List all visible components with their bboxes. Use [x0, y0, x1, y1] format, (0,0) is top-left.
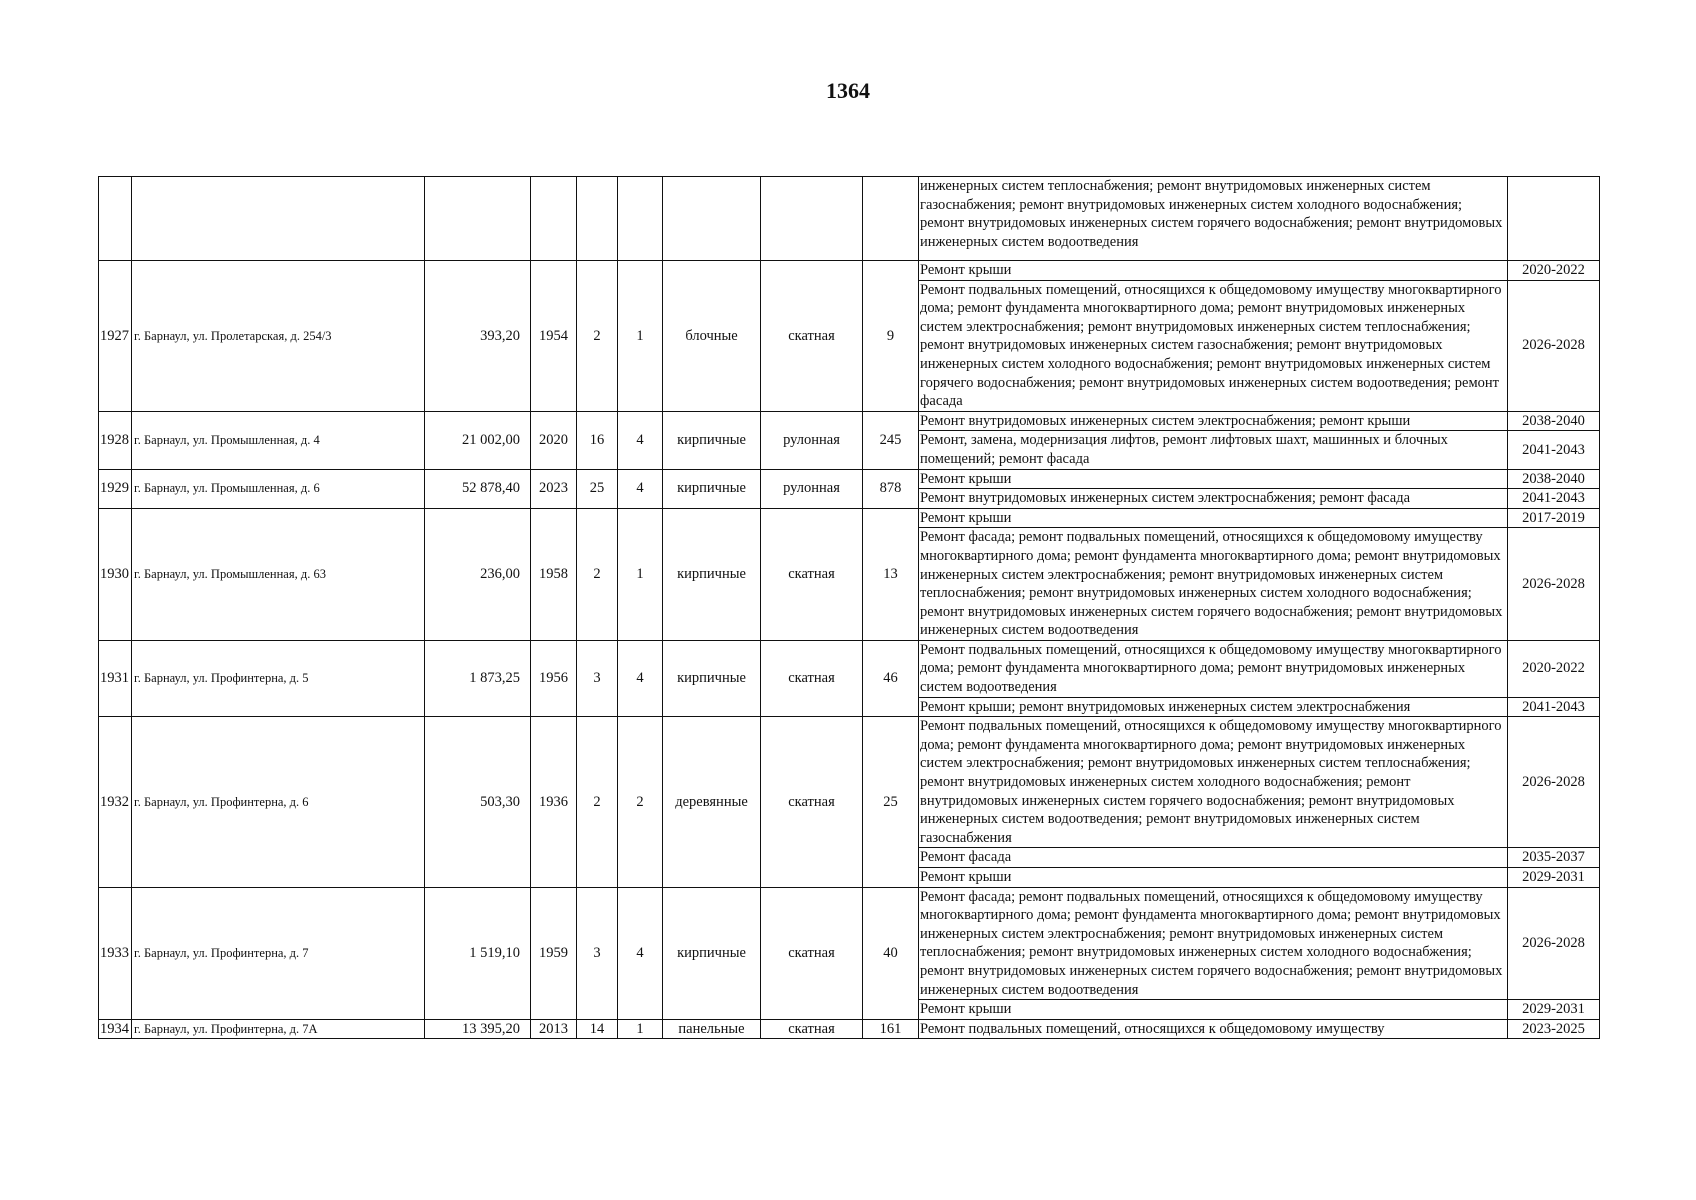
- cell-work: Ремонт подвальных помещений, относящихся к общедомовому имуществу многоквартирного дома; ремонт фундамента многоквартирного дома; ремонт внутридомовых инженерных систем водоотведения: [919, 640, 1508, 697]
- cell-num: 1932: [99, 717, 132, 887]
- cell-address: г. Барнаул, ул. Профинтерна, д. 5: [132, 640, 425, 716]
- cell-period: 2020-2022: [1508, 640, 1600, 697]
- cell-roof: скатная: [761, 887, 863, 1019]
- building-row: [99, 469, 1600, 489]
- cell-work: Ремонт фасада; ремонт подвальных помещений, относящихся к общедомовому имуществу многоквартирного дома; ремонт фундамента многоквартирного дома; ремонт внутридомовых инженерных систем электроснабжения; ремонт внутридомовых инженерных систем теплоснабжения; ремонт внутридомовых инженерных систем холодного водоснабжения; ремонт внутридомовых инженерных систем горячего водоснабжения; ремонт внутридомовых инженерных систем водоотведения: [919, 887, 1508, 1000]
- cell-walls: кирпичные: [663, 469, 761, 508]
- cell-work: Ремонт подвальных помещений, относящихся к общедомовому имуществу многоквартирного дома; ремонт фундамента многоквартирного дома; ремонт внутридомовых инженерных систем электроснабжения; ремонт внутридомовых инженерных систем теплоснабжения; ремонт внутридомовых инженерных систем газоснабжения; ремонт внутридомовых инженерных систем холодного водоснабжения; ремонт внутридомовых инженерных систем горячего водоснабжения; ремонт внутридомовых инженерных систем водоотведения; ремонт фасада: [919, 280, 1508, 411]
- cell-walls: кирпичные: [663, 887, 761, 1019]
- cell-walls: блочные: [663, 261, 761, 412]
- cell-walls: [663, 177, 761, 261]
- capital-repair-register-table: [98, 176, 1600, 1039]
- cell-period: 2026-2028: [1508, 528, 1600, 641]
- cell-address: г. Барнаул, ул. Профинтерна, д. 7: [132, 887, 425, 1019]
- cell-entrances: 1: [618, 508, 663, 640]
- cell-residents: 878: [863, 469, 919, 508]
- cell-address: г. Барнаул, ул. Промышленная, д. 63: [132, 508, 425, 640]
- cell-address: г. Барнаул, ул. Промышленная, д. 4: [132, 411, 425, 469]
- cell-residents: 13: [863, 508, 919, 640]
- cell-num: 1927: [99, 261, 132, 412]
- cell-period: [1508, 177, 1600, 261]
- cell-residents: 25: [863, 717, 919, 887]
- cell-period: 2017-2019: [1508, 508, 1600, 528]
- cell-num: 1931: [99, 640, 132, 716]
- cell-work: Ремонт крыши; ремонт внутридомовых инженерных систем электроснабжения: [919, 697, 1508, 717]
- cell-floors: 2: [577, 508, 618, 640]
- cell-roof: рулонная: [761, 411, 863, 469]
- cell-year: 2013: [531, 1019, 577, 1039]
- cell-walls: кирпичные: [663, 411, 761, 469]
- cell-period: 2026-2028: [1508, 280, 1600, 411]
- cell-address: [132, 177, 425, 261]
- cell-floors: 14: [577, 1019, 618, 1039]
- cell-address: г. Барнаул, ул. Профинтерна, д. 7А: [132, 1019, 425, 1039]
- cell-year: 2023: [531, 469, 577, 508]
- cell-walls: панельные: [663, 1019, 761, 1039]
- cell-address: г. Барнаул, ул. Пролетарская, д. 254/3: [132, 261, 425, 412]
- cell-work: Ремонт крыши: [919, 261, 1508, 281]
- cell-residents: 40: [863, 887, 919, 1019]
- cell-area: 1 519,10: [425, 887, 531, 1019]
- cell-address: г. Барнаул, ул. Профинтерна, д. 6: [132, 717, 425, 887]
- building-row: [99, 411, 1600, 431]
- cell-roof: [761, 177, 863, 261]
- cell-num: 1933: [99, 887, 132, 1019]
- cell-floors: 3: [577, 887, 618, 1019]
- continued-row: [99, 177, 1600, 261]
- cell-year: 1954: [531, 261, 577, 412]
- cell-period: 2026-2028: [1508, 717, 1600, 848]
- cell-walls: деревянные: [663, 717, 761, 887]
- cell-work: Ремонт крыши: [919, 868, 1508, 888]
- cell-residents: 46: [863, 640, 919, 716]
- cell-entrances: 4: [618, 640, 663, 716]
- cell-area: 13 395,20: [425, 1019, 531, 1039]
- cell-address: г. Барнаул, ул. Промышленная, д. 6: [132, 469, 425, 508]
- cell-entrances: 1: [618, 1019, 663, 1039]
- cell-year: 2020: [531, 411, 577, 469]
- cell-entrances: [618, 177, 663, 261]
- cell-period: 2029-2031: [1508, 1000, 1600, 1020]
- cell-period: 2038-2040: [1508, 469, 1600, 489]
- cell-area: 1 873,25: [425, 640, 531, 716]
- cell-entrances: 1: [618, 261, 663, 412]
- cell-period: 2020-2022: [1508, 261, 1600, 281]
- cell-num: 1930: [99, 508, 132, 640]
- cell-walls: кирпичные: [663, 640, 761, 716]
- building-row: [99, 640, 1600, 697]
- cell-residents: 161: [863, 1019, 919, 1039]
- cell-year: 1959: [531, 887, 577, 1019]
- building-row: [99, 1019, 1600, 1039]
- cell-roof: скатная: [761, 261, 863, 412]
- cell-area: 393,20: [425, 261, 531, 412]
- cell-period: 2041-2043: [1508, 697, 1600, 717]
- cell-work: Ремонт подвальных помещений, относящихся к общедомовому имуществу: [919, 1019, 1508, 1039]
- cell-period: 2029-2031: [1508, 868, 1600, 888]
- register-body: [99, 177, 1600, 1039]
- cell-residents: 245: [863, 411, 919, 469]
- cell-floors: 16: [577, 411, 618, 469]
- cell-roof: скатная: [761, 717, 863, 887]
- page-number: 1364: [826, 78, 870, 103]
- cell-area: 503,30: [425, 717, 531, 887]
- cell-floors: 3: [577, 640, 618, 716]
- cell-residents: 9: [863, 261, 919, 412]
- cell-entrances: 2: [618, 717, 663, 887]
- cell-period: 2026-2028: [1508, 887, 1600, 1000]
- cell-work: инженерных систем теплоснабжения; ремонт внутридомовых инженерных систем газоснабжения; ремонт внутридомовых инженерных систем холодного водоснабжения; ремонт внутридомовых инженерных систем горячего водоснабжения; ремонт внутридомовых инженерных систем водоотведения: [919, 177, 1508, 261]
- cell-year: 1936: [531, 717, 577, 887]
- cell-area: 52 878,40: [425, 469, 531, 508]
- cell-work: Ремонт внутридомовых инженерных систем электроснабжения; ремонт крыши: [919, 411, 1508, 431]
- cell-year: [531, 177, 577, 261]
- cell-area: 21 002,00: [425, 411, 531, 469]
- cell-work: Ремонт крыши: [919, 508, 1508, 528]
- cell-floors: 25: [577, 469, 618, 508]
- cell-walls: кирпичные: [663, 508, 761, 640]
- cell-work: Ремонт крыши: [919, 1000, 1508, 1020]
- cell-roof: рулонная: [761, 469, 863, 508]
- cell-year: 1956: [531, 640, 577, 716]
- building-row: [99, 261, 1600, 281]
- cell-entrances: 4: [618, 469, 663, 508]
- cell-work: Ремонт внутридомовых инженерных систем электроснабжения; ремонт фасада: [919, 489, 1508, 509]
- cell-work: Ремонт, замена, модернизация лифтов, ремонт лифтовых шахт, машинных и блочных помещений; ремонт фасада: [919, 431, 1508, 469]
- cell-roof: скатная: [761, 1019, 863, 1039]
- cell-period: 2041-2043: [1508, 431, 1600, 469]
- cell-period: 2038-2040: [1508, 411, 1600, 431]
- cell-floors: [577, 177, 618, 261]
- building-row: [99, 717, 1600, 848]
- cell-entrances: 4: [618, 411, 663, 469]
- cell-work: Ремонт фасада; ремонт подвальных помещений, относящихся к общедомовому имуществу многоквартирного дома; ремонт фундамента многоквартирного дома; ремонт внутридомовых инженерных систем электроснабжения; ремонт внутридомовых инженерных систем теплоснабжения; ремонт внутридомовых инженерных систем холодного водоснабжения; ремонт внутридомовых инженерных систем горячего водоснабжения; ремонт внутридомовых инженерных систем водоотведения: [919, 528, 1508, 641]
- cell-floors: 2: [577, 261, 618, 412]
- cell-entrances: 4: [618, 887, 663, 1019]
- cell-work: Ремонт фасада: [919, 848, 1508, 868]
- cell-roof: скатная: [761, 508, 863, 640]
- cell-work: Ремонт подвальных помещений, относящихся к общедомовому имуществу многоквартирного дома; ремонт фундамента многоквартирного дома; ремонт внутридомовых инженерных систем электроснабжения; ремонт внутридомовых инженерных систем теплоснабжения; ремонт внутридомовых инженерных систем холодного водоснабжения; ремонт внутридомовых инженерных систем горячего водоснабжения; ремонт внутридомовых инженерных систем водоотведения; ремонт внутридомовых инженерных систем газоснабжения: [919, 717, 1508, 848]
- cell-period: 2041-2043: [1508, 489, 1600, 509]
- cell-area: 236,00: [425, 508, 531, 640]
- cell-area: [425, 177, 531, 261]
- cell-period: 2023-2025: [1508, 1019, 1600, 1039]
- building-row: [99, 508, 1600, 528]
- cell-num: 1934: [99, 1019, 132, 1039]
- cell-floors: 2: [577, 717, 618, 887]
- building-row: [99, 887, 1600, 1000]
- cell-num: 1929: [99, 469, 132, 508]
- cell-residents: [863, 177, 919, 261]
- cell-num: 1928: [99, 411, 132, 469]
- cell-period: 2035-2037: [1508, 848, 1600, 868]
- cell-work: Ремонт крыши: [919, 469, 1508, 489]
- cell-year: 1958: [531, 508, 577, 640]
- cell-num: [99, 177, 132, 261]
- cell-roof: скатная: [761, 640, 863, 716]
